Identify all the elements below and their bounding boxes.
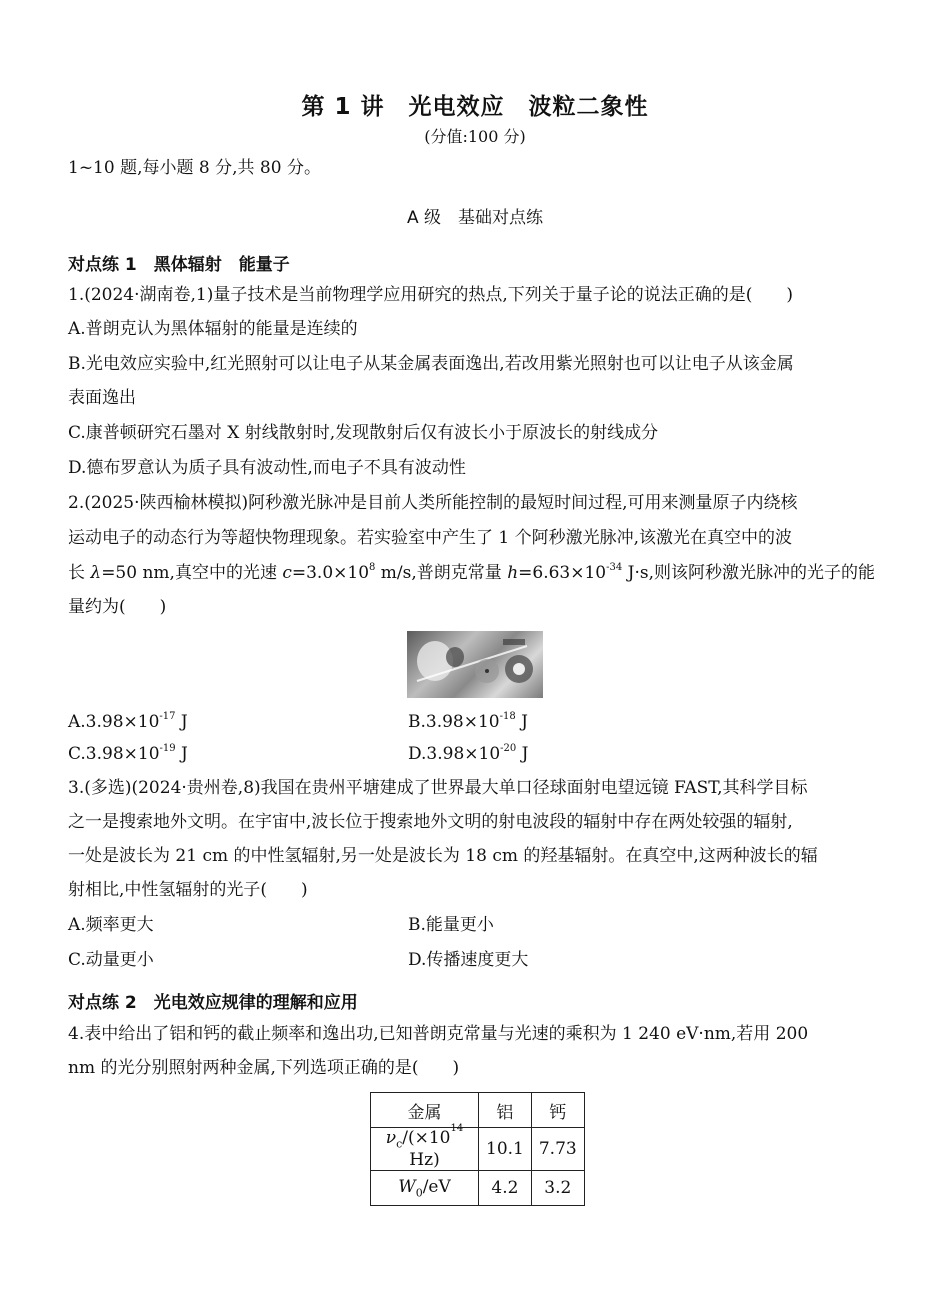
exp-8: 8 <box>369 562 376 573</box>
table-cell-work-function-label <box>371 1171 479 1206</box>
q3-option-c: C.动量更小 <box>68 950 154 970</box>
freq-exp: 14 <box>450 1123 464 1134</box>
q2-d-base: D.3.98×10 <box>408 744 501 764</box>
q2-l3-pre: 长 <box>68 563 91 583</box>
freq-unit: Hz) <box>409 1150 440 1171</box>
q2-l3-a: =50 nm,真空中的光速 <box>101 563 283 583</box>
q2-d-exp: -20 <box>500 743 517 754</box>
c-symbol: c <box>282 563 292 583</box>
table-row <box>371 1093 585 1128</box>
q2-a-unit: J <box>175 712 188 732</box>
q2-option-b <box>408 705 528 739</box>
q4-line2: nm 的光分别照射两种金属,下列选项正确的是( ) <box>68 1058 460 1078</box>
q3-line3: 一处是波长为 21 cm 的中性氢辐射,另一处是波长为 18 cm 的羟基辐射。在真空中,这两种波长的辐 <box>68 846 818 866</box>
intro-text: 1~10 题,每小题 8 分,共 80 分。 <box>68 158 321 178</box>
q2-line3 <box>68 556 883 590</box>
q4-line1: 4.表中给出了铝和钙的截止频率和逸出功,已知普朗克常量与光速的乘积为 1 240 eV·nm,若用 200 <box>68 1024 809 1044</box>
lambda-symbol: λ <box>90 563 102 583</box>
q1-option-b-line1: B.光电效应实验中,红光照射可以让电子从某金属表面逸出,若改用紫光照射也可以让电子从该金属 <box>68 354 794 374</box>
q3-option-d: D.传播速度更大 <box>408 950 529 970</box>
nu-subscript: c <box>396 1137 403 1151</box>
q1-option-a: A.普朗克认为黑体辐射的能量是连续的 <box>68 319 358 339</box>
q2-l3-d: =6.63×10 <box>518 563 607 583</box>
metal-table <box>370 1092 585 1206</box>
q2-option-a <box>68 705 188 739</box>
w-subscript: 0 <box>415 1186 423 1200</box>
table-cell: 4.2 <box>479 1171 532 1206</box>
q3-line2: 之一是搜索地外文明。在宇宙中,波长位于搜索地外文明的射电波段的辐射中存在两处较强的辐射, <box>68 812 793 832</box>
table-cell: 3.2 <box>531 1171 584 1206</box>
q3-option-a: A.频率更大 <box>68 915 154 935</box>
q3-line1: 3.(多选)(2024·贵州卷,8)我国在贵州平塘建成了世界最大单口径球面射电望远镜 FAST,其科学目标 <box>68 778 808 798</box>
practice-1-heading: 对点练 1 黑体辐射 能量子 <box>68 255 290 275</box>
q2-option-d <box>408 737 528 771</box>
table-row <box>371 1171 585 1206</box>
table-cell-frequency-label <box>371 1123 479 1171</box>
q2-l3-e: J·s,则该阿秒激光脉冲的光子的能 <box>622 563 875 583</box>
q1-option-d: D.德布罗意认为质子具有波动性,而电子不具有波动性 <box>68 458 466 478</box>
work-unit: /eV <box>422 1177 451 1198</box>
q3-option-b: B.能量更小 <box>408 915 494 935</box>
table-header-calcium: 钙 <box>531 1093 584 1128</box>
section-heading: A 级 基础对点练 <box>406 208 544 228</box>
laser-experiment-image <box>407 631 543 698</box>
table-cell: 10.1 <box>479 1128 532 1171</box>
q2-b-exp: -18 <box>499 711 516 722</box>
q2-a-base: A.3.98×10 <box>68 712 160 732</box>
q2-c-unit: J <box>175 744 188 764</box>
q2-option-c <box>68 737 188 771</box>
q2-c-base: C.3.98×10 <box>68 744 160 764</box>
w-symbol: W <box>398 1177 416 1198</box>
q2-b-unit: J <box>515 712 528 732</box>
page-subtitle: (分值:100 分) <box>424 127 526 146</box>
nu-symbol: ν <box>385 1128 397 1148</box>
page-title: 第 1 讲 光电效应 波粒二象性 <box>301 94 649 120</box>
table-cell: 7.73 <box>531 1128 584 1171</box>
q2-d-unit: J <box>516 744 529 764</box>
q2-l3-b: =3.0×10 <box>291 563 370 583</box>
table-header-aluminum: 铝 <box>479 1093 532 1128</box>
q2-line1: 2.(2025·陕西榆林模拟)阿秒激光脉冲是目前人类所能控制的最短时间过程,可用来测量原子内绕核 <box>68 493 798 513</box>
q2-c-exp: -19 <box>159 743 176 754</box>
exp-34: -34 <box>606 562 623 573</box>
q2-b-base: B.3.98×10 <box>408 712 500 732</box>
q1-option-c: C.康普顿研究石墨对 X 射线散射时,发现散射后仅有波长小于原波长的射线成分 <box>68 423 659 443</box>
q2-line4: 量约为( ) <box>68 597 167 617</box>
q1-stem: 1.(2024·湖南卷,1)量子技术是当前物理学应用研究的热点,下列关于量子论的说法正确的是( ) <box>68 285 794 305</box>
table-header-metal: 金属 <box>371 1093 479 1128</box>
h-symbol: h <box>507 563 519 583</box>
freq-unit-pre: /(×10 <box>402 1128 451 1148</box>
q2-l3-c: m/s,普朗克常量 <box>375 563 508 583</box>
table-row <box>371 1128 585 1171</box>
q1-option-b-line2: 表面逸出 <box>68 388 136 408</box>
q3-line4: 射相比,中性氢辐射的光子( ) <box>68 880 308 900</box>
q2-a-exp: -17 <box>159 711 176 722</box>
q2-line2: 运动电子的动态行为等超快物理现象。若实验室中产生了 1 个阿秒激光脉冲,该激光在真空中的波 <box>68 528 793 548</box>
practice-2-heading: 对点练 2 光电效应规律的理解和应用 <box>68 993 358 1013</box>
